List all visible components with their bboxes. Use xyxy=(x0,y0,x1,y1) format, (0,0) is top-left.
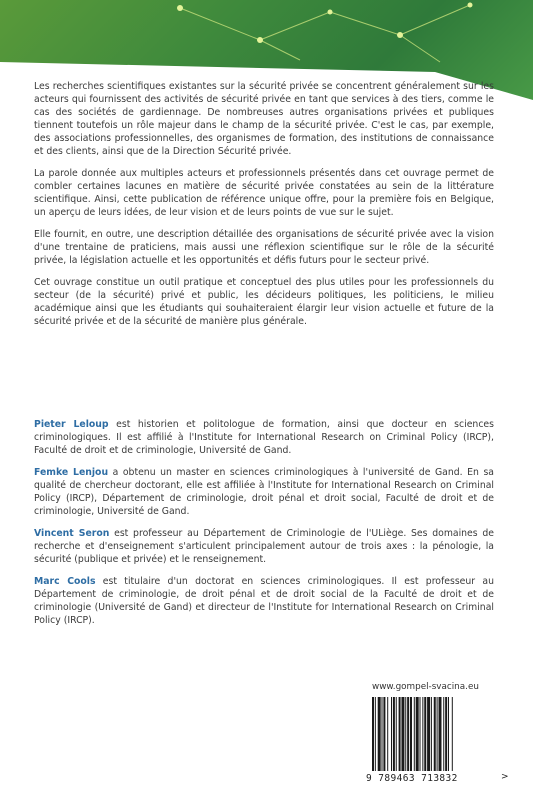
author-name: Pieter Leloup xyxy=(34,419,109,430)
barcode-bar xyxy=(452,697,453,771)
barcode-bar xyxy=(393,697,395,771)
paragraph: Elle fournit, en outre, une description détaillée des organisations de sécurité privée avec la vision d'une trentaine de praticiens, mais aussi une réflexion scientifique sur le rôle de la sécurité privée, la législation actuelle et les opportunités et défis futurs pour le secteur privé. xyxy=(34,229,494,266)
barcode-bar xyxy=(399,697,401,771)
author-bio xyxy=(34,466,494,518)
barcode-bar xyxy=(378,697,381,771)
barcode-bar xyxy=(396,697,397,771)
barcode-bar xyxy=(410,697,412,771)
barcode-bar xyxy=(427,697,430,771)
barcode-bar xyxy=(383,697,385,771)
publisher-website: www.gompel-svacina.eu xyxy=(372,682,479,692)
barcode-bar xyxy=(391,697,392,771)
barcode-bar xyxy=(414,697,415,771)
author-name: Femke Lenjou xyxy=(34,467,109,478)
barcode-bar xyxy=(416,697,419,771)
barcode-bar xyxy=(448,697,449,771)
barcode-bar xyxy=(431,697,432,771)
barcode-bar xyxy=(382,697,383,771)
author-text: est professeur au Département de Criminologie de l'ULiège. Ses domaines de recherche et d'enseignement s'articulent principalement autour de trois axes : la pénologie, la sécurité (publique et privée) et le renseignement. xyxy=(34,528,494,565)
barcode-bar xyxy=(387,697,388,771)
author-text: est titulaire d'un doctorat en sciences criminologiques. Il est professeur au Département de criminologie, de droit pénal et de droit social de la Faculté de droit et de criminologie (Université de Gand) et directeur de l'Institute for International Research on Criminal Policy (IRCP). xyxy=(34,576,494,626)
barcode-bar xyxy=(420,697,421,771)
barcode-bar xyxy=(434,697,436,771)
barcode-bar xyxy=(372,697,374,771)
barcode-arrow: > xyxy=(501,772,509,782)
barcode-bar xyxy=(437,697,438,771)
author-bio xyxy=(34,418,494,457)
author-name: Vincent Seron xyxy=(34,528,110,539)
barcode-bar xyxy=(445,697,447,771)
paragraph: Cet ouvrage constitue un outil pratique et conceptuel des plus utiles pour les professionnels du secteur (de la sécurité) privé et public, les décideurs politiques, les politiciens, le milieu académique ainsi que les étudiants qui souhaiteraient élargir leur vision actuelle et future de la sécurité privée et de la sécurité de manière plus générale. xyxy=(34,277,494,327)
barcode-bar xyxy=(401,697,404,771)
paragraph: Les recherches scientifiques existantes sur la sécurité privée se concentrent généralement sur les acteurs qui fournissent des activités de sécurité privée en tant que services à des tiers, comme le cas des sociétés de gardiennage. De nombreuses autres organisations privées et publiques tiennent toutefois un rôle majeur dans le champ de la sécurité privée. C'est le cas, par exemple, des associations professionnelles, des organismes de formation, des institutions de connaissance et des clients, ainsi que de la Direction Sécurité privée. xyxy=(34,81,494,157)
barcode-bar xyxy=(407,697,409,771)
barcode-bar xyxy=(405,697,406,771)
barcode-bar xyxy=(424,697,426,771)
author-bios xyxy=(34,418,494,636)
barcode-bar xyxy=(422,697,423,771)
isbn-barcode xyxy=(366,695,496,789)
barcode-bar xyxy=(443,697,444,771)
author-bio xyxy=(34,527,494,566)
author-text: a obtenu un master en sciences criminologiques à l'université de Gand. En sa qualité de chercheur doctorant, elle est affiliée à l'Institute for International Research on Criminal Policy (IRCP), Département de criminologie, droit pénal et droit social, Faculté de droit et de criminologie, Université de Gand. xyxy=(34,467,495,517)
author-name: Marc Cools xyxy=(34,576,96,587)
isbn-digits: 9 789463 713832 xyxy=(366,773,458,784)
description xyxy=(34,80,494,337)
barcode-bar xyxy=(375,697,376,771)
author-bio xyxy=(34,575,494,627)
barcode-bar xyxy=(439,697,442,771)
barcode-bars xyxy=(370,697,492,773)
paragraph: La parole donnée aux multiples acteurs et professionnels présentés dans cet ouvrage permet de combler certaines lacunes en matière de sécurité privée constatées au sein de la littérature scientifique. Ainsi, cette publication de référence unique offre, pour la première fois en Belgique, un aperçu de leurs idées, de leur vision et de leurs points de vue sur le sujet. xyxy=(34,168,494,218)
author-text: est historien et politologue de formation, ainsi que docteur en sciences criminologiques. Il est affilié à l'Institute for International Research on Criminal Policy (IRCP), Faculté de droit et de criminologie, Université de Gand. xyxy=(34,419,494,456)
